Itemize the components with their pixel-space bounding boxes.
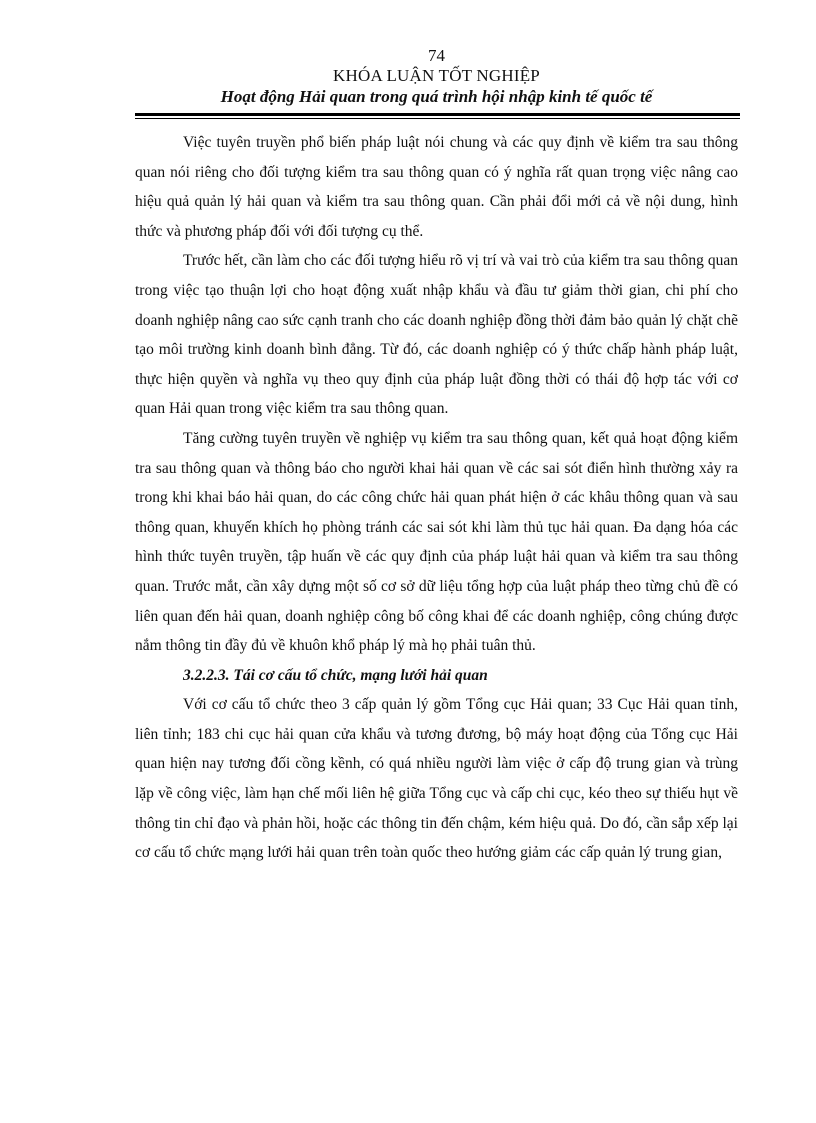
body-paragraph: Trước hết, cần làm cho các đối tượng hiểu rõ vị trí và vai trò của kiểm tra sau thông quan trong việc tạo thuận lợi cho hoạt động xuất nhập khẩu và đầu tư giảm thời gian, chi phí cho doanh nghiệp nâng cao sức cạnh tranh cho các doanh nghiệp đồng thời đảm bảo quản lý chặt chẽ tạo môi trường kinh doanh bình đẳng. Từ đó, các doanh nghiệp có ý thức chấp hành pháp luật, thực hiện quyền và nghĩa vụ theo quy định của pháp luật đồng thời có thái độ hợp tác với cơ quan Hải quan trong việc kiểm tra sau thông quan. xyxy=(135,252,738,418)
page-body xyxy=(135,128,738,868)
body-paragraph: Tăng cường tuyên truyền về nghiệp vụ kiểm tra sau thông quan, kết quả hoạt động kiểm tra sau thông quan và thông báo cho người khai hải quan về các sai sót điển hình thường xảy ra trong khi khai báo hải quan, do các công chức hải quan phát hiện ở các khâu thông quan và sau thông quan, khuyến khích họ phòng tránh các sai sót khi làm thủ tục hải quan. Đa dạng hóa các hình thức tuyên truyền, tập huấn về các quy định của pháp luật hải quan và kiểm tra sau thông quan. Trước mắt, cần xây dựng một số cơ sở dữ liệu tổng hợp của luật pháp theo từng chủ đề có liên quan đến hải quan, doanh nghiệp công bố công khai để các doanh nghiệp, công chúng được nắm thông tin đầy đủ về khuôn khổ pháp lý mà họ phải tuân thủ. xyxy=(135,429,738,655)
page-header xyxy=(135,46,738,108)
page-number: 74 xyxy=(428,46,445,65)
thesis-title: Hoạt động Hải quan trong quá trình hội nhập kinh tế quốc tế xyxy=(220,87,653,106)
section-heading: 3.2.2.3. Tái cơ cấu tổ chức, mạng lưới hải quan xyxy=(183,666,488,684)
thesis-label: KHÓA LUẬN TỐT NGHIỆP xyxy=(333,66,540,85)
header-rule-thick xyxy=(135,113,740,116)
body-paragraph: Việc tuyên truyền phổ biến pháp luật nói chung và các quy định về kiểm tra sau thông quan nói riêng cho đối tượng kiểm tra sau thông quan có ý nghĩa rất quan trọng việc nâng cao hiệu quả quản lý hải quan và kiểm tra sau thông quan. Cần phải đổi mới cả về nội dung, hình thức và phương pháp đối với đối tượng cụ thể. xyxy=(135,134,738,240)
header-rule-thin xyxy=(135,118,740,119)
section-paragraph: Với cơ cấu tổ chức theo 3 cấp quản lý gồm Tổng cục Hải quan; 33 Cục Hải quan tỉnh, liên tỉnh; 183 chi cục hải quan cửa khẩu và tương đương, bộ máy hoạt động của Tổng cục Hải quan hiện nay tương đối cồng kềnh, có quá nhiều người làm việc ở cấp độ trung gian và trùng lặp về công việc, làm hạn chế mối liên hệ giữa Tổng cục và cấp chi cục, kéo theo sự thiếu hụt về thông tin chỉ đạo và phản hồi, hoặc các thông tin đến chậm, kém hiệu quả. Do đó, cần sắp xếp lại cơ cấu tổ chức mạng lưới hải quan trên toàn quốc theo hướng giảm các cấp quản lý trung gian, xyxy=(135,696,738,862)
